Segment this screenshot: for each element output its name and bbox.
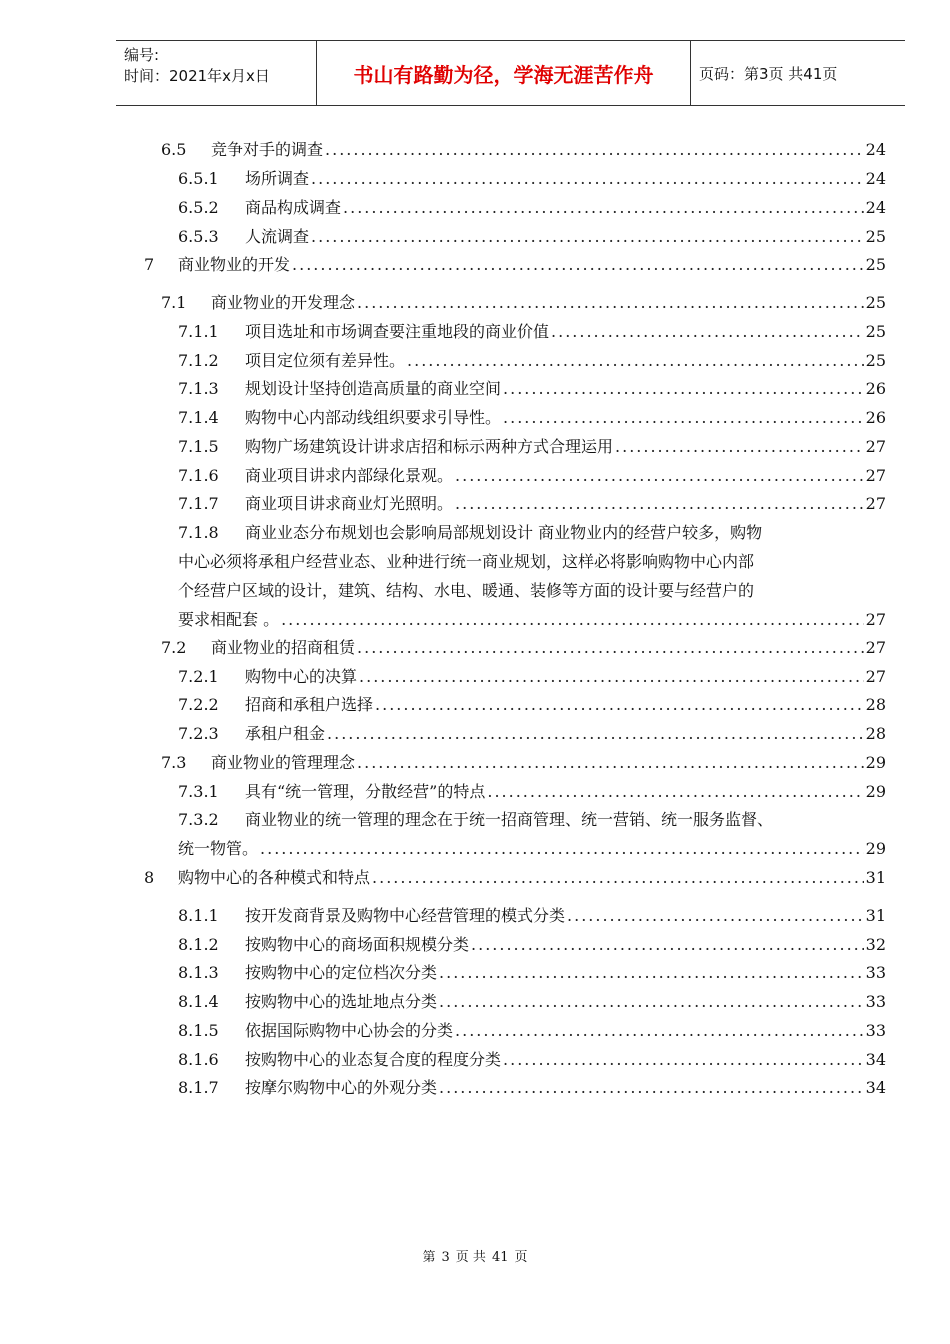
toc-title: 按开发商背景及购物中心经营管理的模式分类 <box>245 906 566 925</box>
toc-page: 29 <box>865 839 886 858</box>
toc-page: 24 <box>865 140 886 159</box>
toc-number: 6.5 <box>161 140 187 159</box>
document-number-label: 编号: <box>124 46 160 64</box>
toc-page: 25 <box>865 255 886 274</box>
toc-number: 7.2.2 <box>178 695 219 714</box>
toc-title: 依据国际购物中心协会的分类 <box>245 1021 454 1040</box>
toc-leader <box>357 633 864 662</box>
toc-number: 7.1.2 <box>178 351 219 370</box>
toc-number: 7.1.7 <box>178 494 219 513</box>
toc-entry[interactable] <box>178 719 886 748</box>
toc-page: 32 <box>865 935 886 954</box>
toc-entry[interactable] <box>161 748 886 777</box>
toc-title-line: 要求相配套 。 <box>178 610 280 629</box>
toc-number: 7.1.4 <box>178 408 219 427</box>
toc-entry[interactable] <box>178 346 886 375</box>
toc-title: 购物中心内部动线组织要求引导性。 <box>245 408 502 427</box>
toc-page: 33 <box>865 1021 886 1040</box>
toc-page: 31 <box>865 906 886 925</box>
toc-page: 24 <box>865 169 886 188</box>
toc-leader <box>343 193 864 222</box>
toc-number: 7.1.1 <box>178 322 219 341</box>
footer-total-pages: 41 <box>491 1250 509 1265</box>
toc-title: 按购物中心的定位档次分类 <box>245 963 438 982</box>
toc-leader <box>357 748 864 777</box>
document-time-label: 时间：2021年x月x日 <box>124 67 270 85</box>
toc-number: 8.1.7 <box>178 1078 219 1097</box>
footer-current-page: 3 <box>441 1250 450 1265</box>
toc-leader <box>357 288 864 317</box>
toc-number: 8.1.1 <box>178 906 219 925</box>
toc-page: 24 <box>865 198 886 217</box>
toc-leader <box>471 930 864 959</box>
toc-entry[interactable] <box>161 288 886 317</box>
toc-entry[interactable] <box>178 690 886 719</box>
toc-title: 按购物中心的选址地点分类 <box>245 992 438 1011</box>
toc-page: 27 <box>865 437 886 456</box>
toc-entry[interactable] <box>178 432 886 461</box>
toc-page: 29 <box>865 782 886 801</box>
toc-leader <box>260 834 864 863</box>
toc-title: 商业项目讲求商业灯光照明。 <box>245 494 454 513</box>
toc-entry[interactable] <box>178 461 886 490</box>
toc-number: 7.1.5 <box>178 437 219 456</box>
toc-entry[interactable] <box>178 777 886 806</box>
toc-page: 34 <box>865 1050 886 1069</box>
toc-entry[interactable] <box>178 374 886 403</box>
toc-entry-multiline[interactable] <box>178 518 886 634</box>
toc-leader <box>567 901 864 930</box>
toc-number: 6.5.2 <box>178 198 219 217</box>
header-motto: 书山有路勤为径，学海无涯苦作舟 <box>317 41 691 105</box>
toc-page: 25 <box>865 227 886 246</box>
toc-entry[interactable] <box>178 958 886 987</box>
toc-page: 26 <box>865 408 886 427</box>
toc-title-line: 统一物管。 <box>178 839 259 858</box>
toc-entry[interactable] <box>178 317 886 346</box>
toc-title-line: 商业业态分布规划也会影响局部规划设计 商业物业内的经营户较多，购物 <box>245 523 763 542</box>
toc-number: 7.2.3 <box>178 724 219 743</box>
toc-title: 商业物业的开发理念 <box>211 293 356 312</box>
toc-title: 项目定位须有差异性。 <box>245 351 406 370</box>
toc-number: 6.5.3 <box>178 227 219 246</box>
toc-leader <box>359 662 864 691</box>
toc-title: 商业项目讲求内部绿化景观。 <box>245 466 454 485</box>
toc-title: 购物中心的各种模式和特点 <box>178 868 371 887</box>
toc-number: 7 <box>144 255 155 274</box>
footer-prefix: 第 <box>422 1250 436 1265</box>
toc-number: 7.2.1 <box>178 667 219 686</box>
toc-leader <box>503 374 864 403</box>
toc-entry[interactable] <box>178 930 886 959</box>
toc-title: 招商和承租户选择 <box>245 695 374 714</box>
toc-leader <box>551 317 864 346</box>
toc-number: 8.1.2 <box>178 935 219 954</box>
toc-entry[interactable] <box>161 135 886 164</box>
toc-title: 商业物业的开发 <box>178 255 291 274</box>
toc-entry[interactable] <box>178 489 886 518</box>
toc-entry[interactable] <box>178 164 886 193</box>
toc-page: 27 <box>865 494 886 513</box>
toc-leader <box>455 461 864 490</box>
toc-page: 27 <box>865 466 886 485</box>
toc-leader <box>439 1073 864 1102</box>
toc-title: 承租户租金 <box>245 724 326 743</box>
toc-number: 6.5.1 <box>178 169 219 188</box>
toc-entry[interactable] <box>178 987 886 1016</box>
toc-page: 25 <box>865 293 886 312</box>
footer-suffix: 页 <box>514 1250 528 1265</box>
toc-page: 27 <box>865 667 886 686</box>
toc-title: 人流调查 <box>245 227 310 246</box>
toc-leader <box>372 863 864 892</box>
toc-leader <box>455 489 864 518</box>
toc-page: 28 <box>865 724 886 743</box>
toc-entry[interactable] <box>178 1016 886 1045</box>
toc-entry[interactable] <box>178 1073 886 1102</box>
toc-entry[interactable] <box>178 662 886 691</box>
toc-leader <box>327 719 864 748</box>
toc-number: 8.1.4 <box>178 992 219 1011</box>
toc-page: 29 <box>865 753 886 772</box>
toc-page: 28 <box>865 695 886 714</box>
toc-entry[interactable] <box>178 193 886 222</box>
toc-page: 34 <box>865 1078 886 1097</box>
toc-leader <box>375 690 864 719</box>
toc-number: 8.1.5 <box>178 1021 219 1040</box>
toc-title-line: 商业物业的统一管理的理念在于统一招商管理、统一营销、统一服务监督、 <box>245 810 774 829</box>
toc-entry[interactable] <box>178 901 886 930</box>
toc-title: 项目选址和市场调查要注重地段的商业价值 <box>245 322 550 341</box>
toc-title: 商品构成调查 <box>245 198 342 217</box>
toc-number: 8 <box>144 868 155 887</box>
toc-number: 7.1.3 <box>178 379 219 398</box>
toc-leader <box>407 346 864 375</box>
toc-page: 31 <box>865 868 886 887</box>
toc-title-line: 个经营户区域的设计，建筑、结构、水电、暖通、装修等方面的设计要与经营户的 <box>178 581 755 600</box>
toc-number: 7.3 <box>161 753 187 772</box>
toc-number: 7.1.8 <box>178 523 219 542</box>
toc-page: 33 <box>865 992 886 1011</box>
toc-title: 按摩尔购物中心的外观分类 <box>245 1078 438 1097</box>
toc-leader <box>325 135 864 164</box>
toc-page: 27 <box>865 610 886 629</box>
toc-page: 25 <box>865 351 886 370</box>
header-page-info: 页码：第3页 共41页 <box>699 64 838 83</box>
toc-leader <box>487 777 863 806</box>
toc-entry-multiline[interactable] <box>178 805 886 863</box>
toc-title: 购物中心的决算 <box>245 667 358 686</box>
toc-leader <box>503 1045 864 1074</box>
toc-entry[interactable] <box>178 403 886 432</box>
toc-entry[interactable] <box>178 222 886 251</box>
page-footer <box>0 1246 950 1265</box>
toc-number: 8.1.6 <box>178 1050 219 1069</box>
toc-leader <box>439 987 864 1016</box>
toc-number: 7.3.2 <box>178 810 219 829</box>
toc-title: 具有“统一管理，分散经营”的特点 <box>245 782 486 801</box>
toc-title: 商业物业的管理理念 <box>211 753 356 772</box>
toc-number: 7.2 <box>161 638 187 657</box>
footer-mid: 页 共 <box>455 1250 486 1265</box>
toc-leader <box>439 958 864 987</box>
toc-leader <box>311 164 864 193</box>
toc-entry[interactable] <box>178 1045 886 1074</box>
toc-entry[interactable] <box>161 633 886 662</box>
toc-title: 场所调查 <box>245 169 310 188</box>
toc-page: 27 <box>865 638 886 657</box>
toc-title: 竞争对手的调查 <box>211 140 324 159</box>
toc-page: 33 <box>865 963 886 982</box>
toc-title: 按购物中心的业态复合度的程度分类 <box>245 1050 502 1069</box>
toc-leader <box>292 250 864 279</box>
toc-leader <box>455 1016 864 1045</box>
toc-leader <box>615 432 864 461</box>
toc-number: 7.1 <box>161 293 187 312</box>
toc-leader <box>281 605 864 634</box>
toc-number: 7.3.1 <box>178 782 219 801</box>
toc-title: 按购物中心的商场面积规模分类 <box>245 935 470 954</box>
toc-number: 7.1.6 <box>178 466 219 485</box>
toc-title: 商业物业的招商租赁 <box>211 638 356 657</box>
toc-page: 26 <box>865 379 886 398</box>
toc-title: 购物广场建筑设计讲求店招和标示两种方式合理运用 <box>245 437 614 456</box>
toc-title-line: 中心必须将承租户经营业态、业种进行统一商业规划，这样必将影响购物中心内部 <box>178 552 755 571</box>
toc-title: 规划设计坚持创造高质量的商业空间 <box>245 379 502 398</box>
toc-leader <box>503 403 864 432</box>
toc-number: 8.1.3 <box>178 963 219 982</box>
toc-entry[interactable] <box>144 250 886 279</box>
toc-entry[interactable] <box>144 863 886 892</box>
toc-page: 25 <box>865 322 886 341</box>
toc-leader <box>311 222 864 251</box>
